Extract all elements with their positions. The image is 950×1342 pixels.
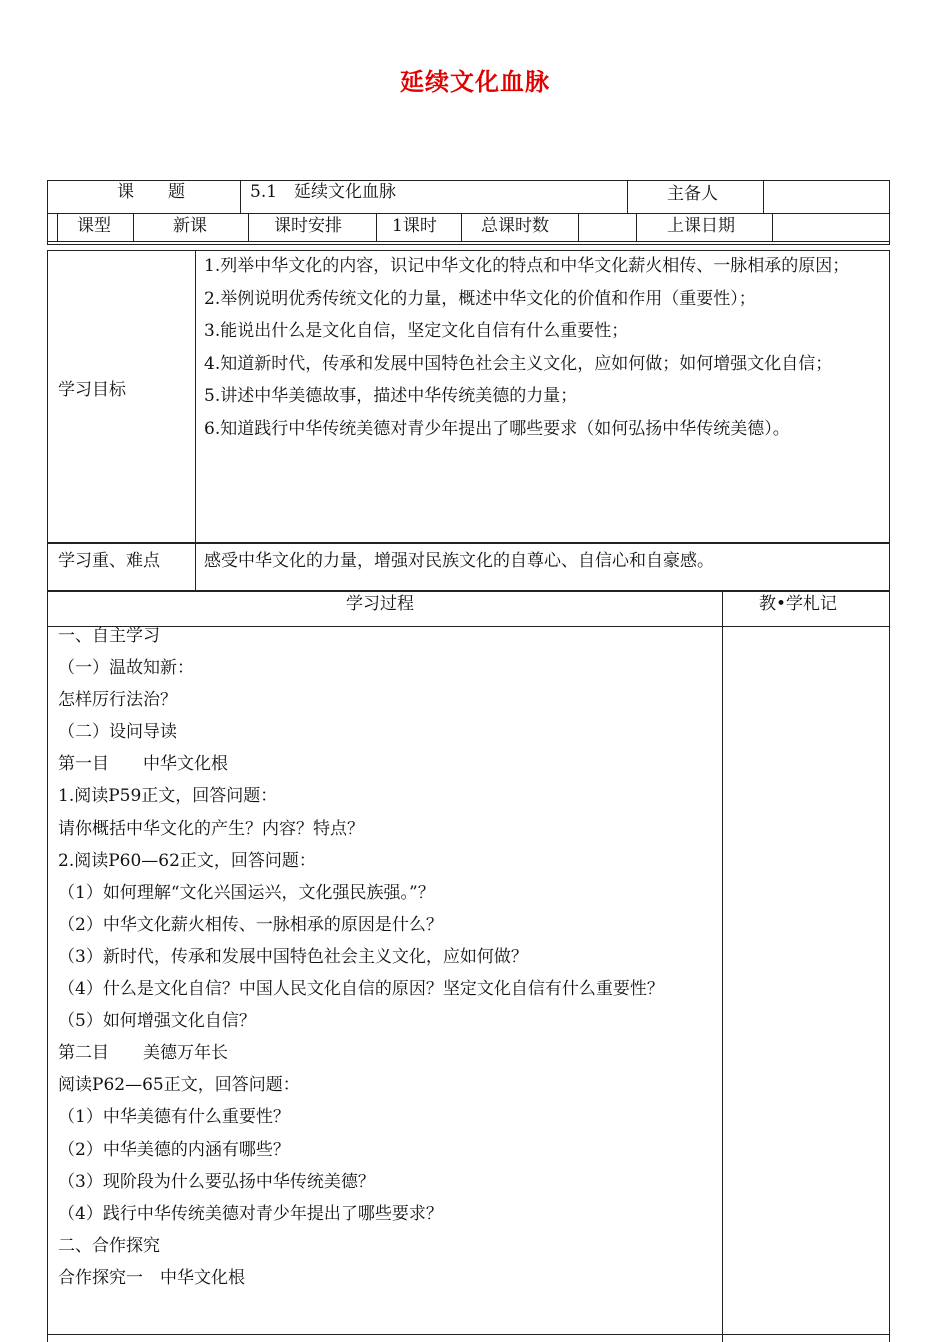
schedule-label: 课时安排 — [274, 216, 342, 236]
process-line: 二、合作探究 — [58, 1235, 160, 1256]
goals-list — [204, 250, 882, 445]
key-points-text: 感受中华文化的力量，增强对民族文化的自尊心、自信心和自豪感。 — [204, 551, 714, 571]
divider — [376, 213, 377, 241]
process-line: 2.阅读P60—62正文，回答问题： — [58, 850, 316, 871]
preparer-label: 主备人 — [667, 184, 718, 204]
process-line: （3）现阶段为什么要弘扬中华传统美德？ — [58, 1171, 375, 1192]
goal-item: 4.知道新时代，传承和发展中国特色社会主义文化，应如何做；如何增强文化自信； — [204, 353, 833, 374]
date-label: 上课日期 — [667, 216, 735, 236]
process-line: 怎样厉行法治？ — [58, 690, 177, 711]
divider — [240, 180, 241, 213]
goal-item: 6.知道践行中华传统美德对青少年提出了哪些要求（如何弘扬中华传统美德）。 — [204, 418, 790, 439]
goal-item: 2.举例说明优秀传统文化的力量，概述中华文化的价值和作用（重要性）； — [204, 288, 756, 309]
page-title: 延续文化血脉 — [400, 68, 550, 96]
process-line: （4）践行中华传统美德对青少年提出了哪些要求？ — [58, 1203, 443, 1224]
process-line: （2）中华文化薪火相传、一脉相承的原因是什么？ — [58, 914, 443, 935]
divider — [248, 213, 249, 241]
process-line: 合作探究一 中华文化根 — [58, 1267, 245, 1288]
process-label: 学习过程 — [346, 594, 414, 614]
process-line: （1）如何理解“文化兴国运兴，文化强民族强。”？ — [58, 882, 435, 903]
process-line: 第二目 美德万年长 — [58, 1043, 228, 1064]
goal-item: 3.能说出什么是文化自信，坚定文化自信有什么重要性； — [204, 321, 629, 341]
goal-item: 1.列举中华文化的内容，识记中华文化的特点和中华文化薪火相传、一脉相承的原因； — [204, 256, 850, 276]
process-line: （4）什么是文化自信？中国人民文化自信的原因？坚定文化自信有什么重要性？ — [58, 979, 664, 1000]
process-line: 第一目 中华文化根 — [58, 754, 228, 775]
divider — [627, 180, 628, 213]
process-line: （5）如何增强文化自信？ — [58, 1011, 256, 1032]
process-line: 请你概括中华文化的产生？内容？特点？ — [58, 818, 364, 839]
divider — [636, 213, 637, 241]
divider — [195, 250, 196, 543]
process-line: （3）新时代，传承和发展中国特色社会主义文化，应如何做？ — [58, 946, 528, 967]
divider — [722, 591, 723, 1342]
total-label: 总课时数 — [481, 216, 549, 236]
divider — [763, 180, 764, 213]
process-line: 阅读P62—65正文，回答问题： — [58, 1075, 300, 1096]
process-line: （1）中华美德有什么重要性？ — [58, 1107, 290, 1128]
type-value: 新课 — [173, 216, 207, 236]
process-line: 一、自主学习 — [58, 626, 160, 646]
process-content — [58, 620, 718, 1294]
divider — [57, 213, 58, 241]
divider — [47, 1334, 890, 1335]
divider — [195, 543, 196, 591]
goals-label: 学习目标 — [58, 380, 126, 400]
key-points-label: 学习重、难点 — [58, 551, 160, 571]
topic-value: 5.1 延续文化血脉 — [250, 182, 397, 202]
topic-label: 课 题 — [117, 182, 185, 202]
schedule-value: 1课时 — [392, 216, 437, 236]
process-line: （2）中华美德的内涵有哪些？ — [58, 1139, 290, 1160]
divider — [772, 213, 773, 241]
divider — [578, 213, 579, 241]
header-row-divider — [47, 213, 890, 214]
process-line: 1.阅读P59正文，回答问题： — [58, 786, 278, 807]
divider — [133, 213, 134, 241]
type-label: 课型 — [77, 216, 111, 236]
goal-item: 5.讲述中华美德故事，描述中华传统美德的力量； — [204, 386, 578, 406]
process-line: （二）设问导读 — [58, 722, 177, 743]
notes-label: 教•学札记 — [759, 594, 838, 614]
process-line: （一）温故知新： — [58, 658, 194, 679]
header-bottom-line — [47, 241, 890, 242]
divider — [461, 213, 462, 241]
